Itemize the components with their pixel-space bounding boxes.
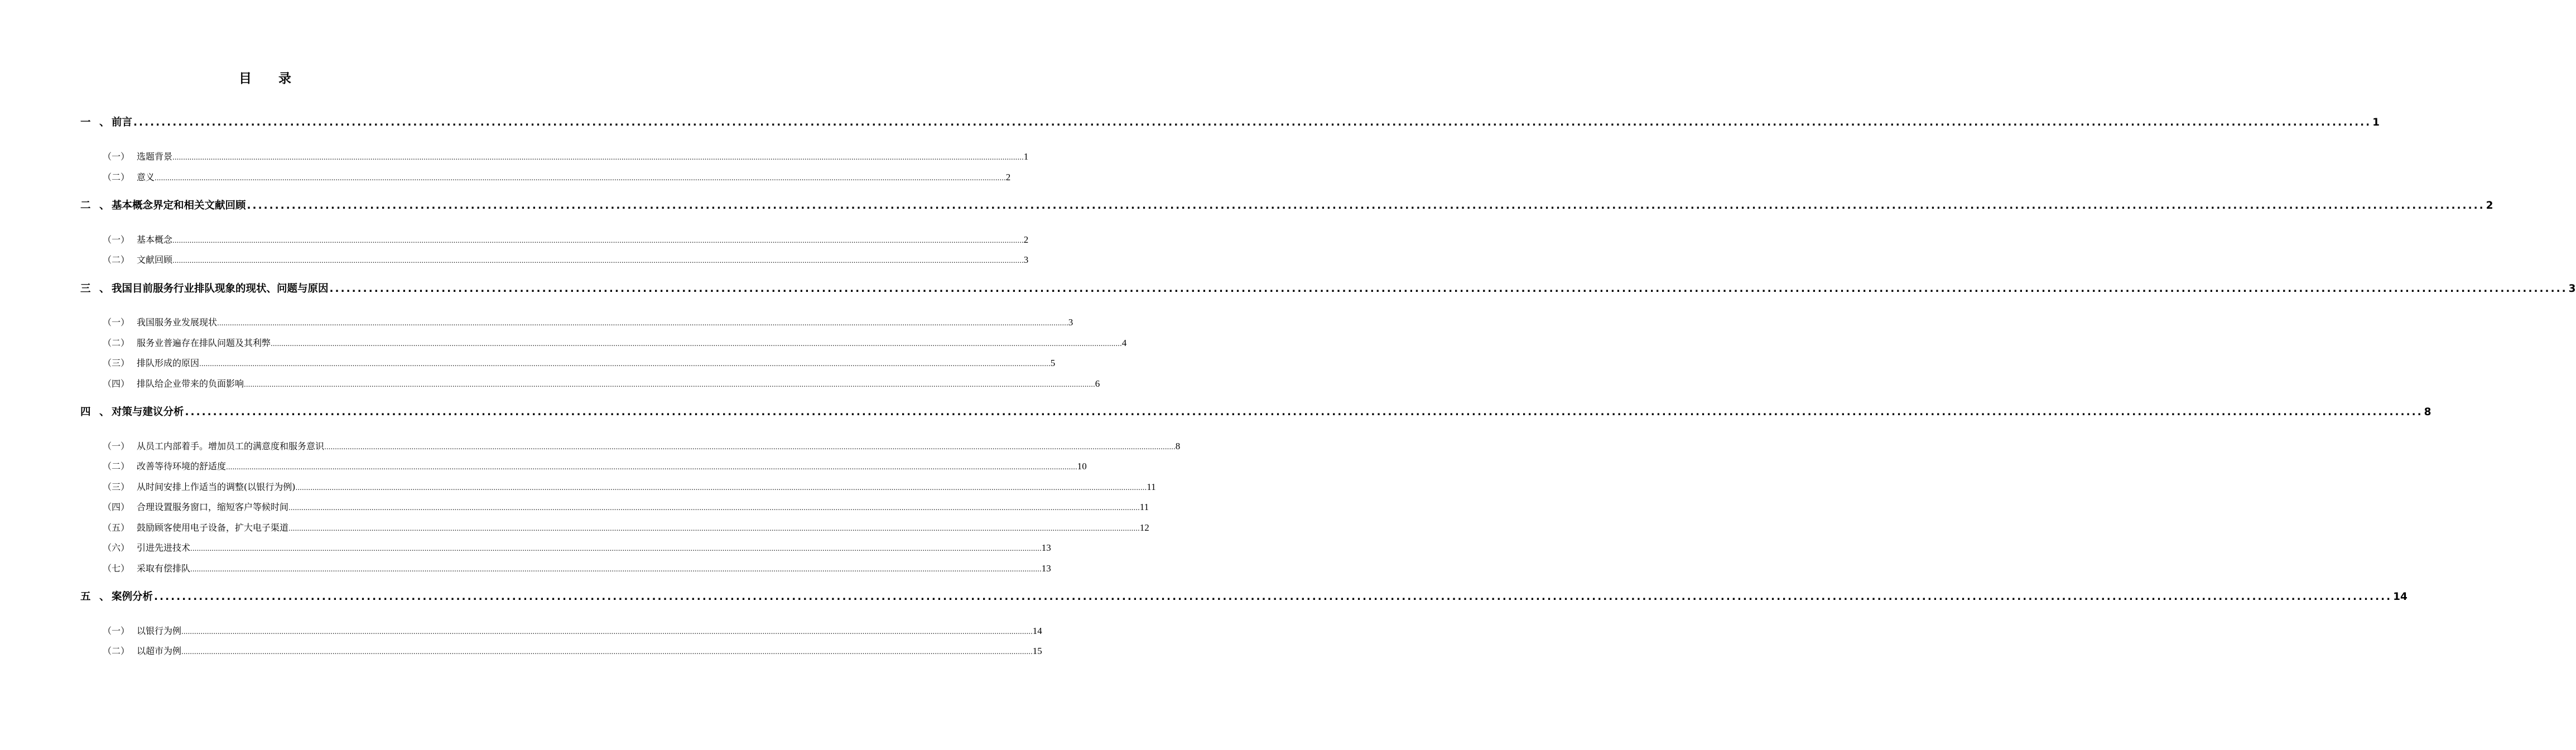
section-separator: 、 — [99, 200, 110, 211]
item-title: 改善等待环境的舒适度 — [137, 461, 227, 472]
toc-item-4-1[interactable] — [103, 439, 1181, 453]
item-page: 10 — [1077, 461, 1087, 472]
section-page: 8 — [2424, 406, 2431, 418]
item-page: 14 — [1032, 626, 1042, 636]
dot-leader: ................................................................................................................................................................................................................................................................................................................................................................................................................ — [185, 406, 2423, 418]
dot-leader: ................................................................................................................................................................................................................................................................................................................................................................................................................ — [324, 443, 1176, 451]
item-title: 基本概念 — [137, 234, 173, 245]
toc-item-5-1[interactable] — [103, 624, 1042, 637]
toc-section-3[interactable] — [80, 281, 2576, 296]
toc-section-4[interactable] — [80, 404, 2431, 420]
dot-leader: ................................................................................................................................................................................................................................................................................................................................................................................................................ — [172, 257, 1024, 265]
dot-leader: ................................................................................................................................................................................................................................................................................................................................................................................................................ — [154, 591, 2392, 603]
dot-leader: ................................................................................................................................................................................................................................................................................................................................................................................................................ — [172, 153, 1024, 161]
item-page: 2 — [1005, 172, 1011, 182]
section-number: 一 — [80, 117, 91, 128]
item-title: 排队形成的原因 — [137, 358, 200, 368]
item-label: （一） — [103, 234, 130, 245]
toc-item-3-3[interactable] — [103, 356, 1056, 369]
section-separator: 、 — [99, 117, 110, 128]
section-page: 1 — [2372, 117, 2380, 128]
dot-leader: ................................................................................................................................................................................................................................................................................................................................................................................................................ — [329, 283, 2568, 295]
dot-leader: ................................................................................................................................................................................................................................................................................................................................................................................................................ — [226, 463, 1077, 471]
item-title: 文献回顾 — [137, 254, 173, 265]
item-label: （四） — [103, 502, 130, 512]
section-number: 三 — [80, 283, 91, 295]
item-page: 11 — [1147, 482, 1156, 492]
toc-item-4-7[interactable] — [103, 561, 1051, 575]
dot-leader: ................................................................................................................................................................................................................................................................................................................................................................................................................ — [190, 545, 1042, 552]
item-page: 4 — [1121, 338, 1127, 348]
toc-item-1-1[interactable] — [103, 150, 1029, 163]
section-number: 五 — [80, 591, 91, 603]
toc-item-3-4[interactable] — [103, 377, 1100, 390]
section-separator: 、 — [99, 283, 110, 295]
toc-item-4-6[interactable] — [103, 541, 1051, 554]
dot-leader: ................................................................................................................................................................................................................................................................................................................................................................................................................ — [247, 200, 2485, 211]
item-label: （二） — [103, 172, 130, 182]
item-label: （五） — [103, 522, 130, 533]
item-title: 我国服务业发展现状 — [137, 317, 218, 328]
item-label: （二） — [103, 461, 130, 472]
dot-leader: ................................................................................................................................................................................................................................................................................................................................................................................................................ — [271, 340, 1122, 348]
item-title: 鼓励顾客使用电子设备，扩大电子渠道 — [137, 522, 289, 533]
item-title: 合理设置服务窗口，缩短客户等候时间 — [137, 502, 289, 512]
item-page: 13 — [1041, 542, 1051, 553]
item-page: 1 — [1023, 151, 1029, 162]
item-title: 意义 — [137, 172, 155, 182]
section-page: 3 — [2568, 283, 2576, 295]
section-title: 对策与建议分析 — [112, 406, 184, 418]
section-number: 二 — [80, 200, 91, 211]
item-label: （七） — [103, 563, 130, 574]
item-label: （三） — [103, 482, 130, 492]
item-label: （四） — [103, 378, 130, 389]
item-page: 5 — [1050, 358, 1056, 368]
item-page: 13 — [1041, 563, 1051, 574]
item-page: 15 — [1032, 646, 1042, 656]
item-title: 从时间安排上作适当的调整(以银行为例) — [137, 482, 296, 492]
section-title: 前言 — [112, 117, 133, 128]
item-page: 3 — [1023, 254, 1029, 265]
toc-section-2[interactable] — [80, 198, 2493, 213]
page-title: 目 录 — [238, 71, 302, 86]
item-label: （一） — [103, 317, 130, 328]
toc-item-4-4[interactable] — [103, 500, 1149, 513]
section-number: 四 — [80, 406, 91, 418]
dot-leader: ................................................................................................................................................................................................................................................................................................................................................................................................................ — [190, 565, 1042, 573]
item-label: （一） — [103, 626, 130, 636]
toc-item-4-2[interactable] — [103, 459, 1087, 473]
item-page: 12 — [1139, 522, 1149, 533]
section-separator: 、 — [99, 406, 110, 418]
item-title: 排队给企业带来的负面影响 — [137, 378, 244, 389]
item-label: （二） — [103, 646, 130, 656]
toc-item-4-3[interactable] — [103, 480, 1156, 493]
item-page: 3 — [1068, 317, 1073, 328]
toc-item-3-1[interactable] — [103, 315, 1073, 329]
section-title: 案例分析 — [112, 591, 153, 603]
item-label: （二） — [103, 254, 130, 265]
item-title: 以银行为例 — [137, 626, 182, 636]
section-page: 14 — [2393, 591, 2408, 603]
dot-leader: ................................................................................................................................................................................................................................................................................................................................................................................................................ — [217, 319, 1068, 327]
dot-leader: ................................................................................................................................................................................................................................................................................................................................................................................................................ — [244, 381, 1095, 388]
item-title: 从员工内部着手。增加员工的满意度和服务意识 — [137, 441, 325, 451]
item-title: 以超市为例 — [137, 646, 182, 656]
section-title: 基本概念界定和相关文献回顾 — [112, 200, 246, 211]
dot-leader: ................................................................................................................................................................................................................................................................................................................................................................................................................ — [295, 484, 1147, 492]
toc-item-2-1[interactable] — [103, 233, 1029, 246]
item-label: （六） — [103, 542, 130, 553]
item-title: 引进先进技术 — [137, 542, 191, 553]
dot-leader: ................................................................................................................................................................................................................................................................................................................................................................................................................ — [133, 117, 2372, 128]
toc-item-4-5[interactable] — [103, 521, 1149, 534]
dot-leader: ................................................................................................................................................................................................................................................................................................................................................................................................................ — [155, 174, 1006, 182]
toc-section-5[interactable] — [80, 589, 2408, 604]
dot-leader: ................................................................................................................................................................................................................................................................................................................................................................................................................ — [181, 628, 1033, 636]
section-title: 我国目前服务行业排队现象的现状、问题与原因 — [112, 283, 329, 295]
item-title: 选题背景 — [137, 151, 173, 162]
item-title: 服务业普遍存在排队问题及其利弊 — [137, 338, 271, 348]
item-label: （二） — [103, 338, 130, 348]
item-page: 8 — [1175, 441, 1181, 451]
dot-leader: ................................................................................................................................................................................................................................................................................................................................................................................................................ — [199, 360, 1051, 368]
dot-leader: ................................................................................................................................................................................................................................................................................................................................................................................................................ — [288, 504, 1140, 512]
dot-leader: ................................................................................................................................................................................................................................................................................................................................................................................................................ — [288, 525, 1140, 532]
dot-leader: ................................................................................................................................................................................................................................................................................................................................................................................................................ — [181, 648, 1033, 656]
toc-section-1[interactable] — [80, 114, 2380, 130]
item-page: 11 — [1139, 502, 1149, 512]
item-title: 采取有偿排队 — [137, 563, 191, 574]
dot-leader: ................................................................................................................................................................................................................................................................................................................................................................................................................ — [172, 237, 1024, 244]
item-page: 2 — [1023, 234, 1029, 245]
item-label: （三） — [103, 358, 130, 368]
section-page: 2 — [2486, 200, 2493, 211]
toc-item-2-2[interactable] — [103, 253, 1029, 266]
toc-item-1-2[interactable] — [103, 170, 1011, 184]
item-page: 6 — [1095, 378, 1100, 389]
item-label: （一） — [103, 151, 130, 162]
item-label: （一） — [103, 441, 130, 451]
section-separator: 、 — [99, 591, 110, 603]
toc-item-3-2[interactable] — [103, 336, 1127, 349]
toc-item-5-2[interactable] — [103, 644, 1042, 657]
